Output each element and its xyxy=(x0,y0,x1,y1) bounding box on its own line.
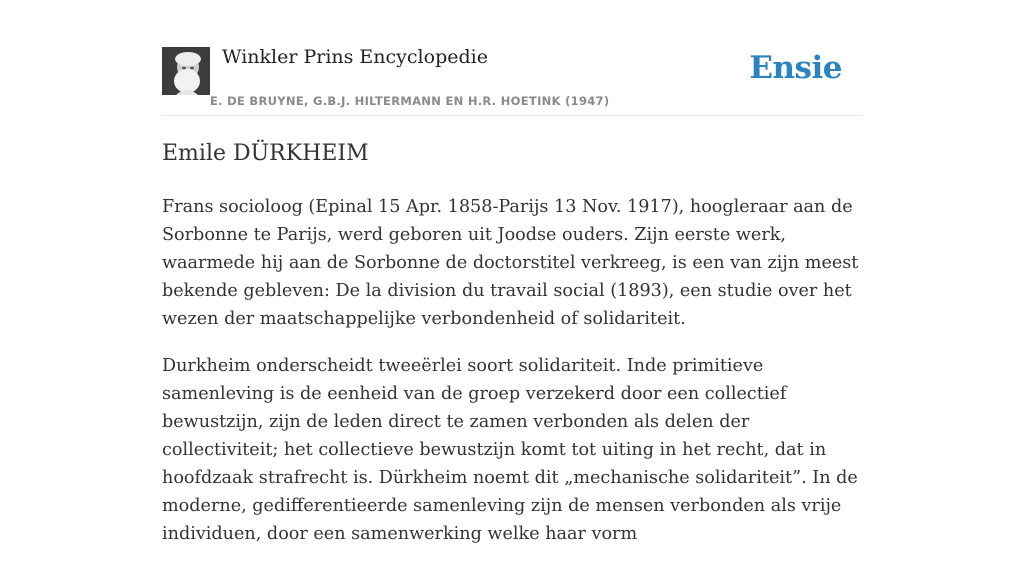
article-body xyxy=(162,193,862,567)
article-paragraph: Frans socioloog (Epinal 15 Apr. 1858-Parijs 13 Nov. 1917), hoogleraar aan de Sorbonne te Parijs, werd geboren uit Joodse ouders. Zijn eerste werk, waarmede hij aan de Sorbonne de doctorstitel verkreeg, is een van zijn meest bekende gebleven: De la division du travail social (1893), een studie over het wezen der maatschappelijke verbondenheid of solidariteit. xyxy=(162,197,859,329)
article-paragraph: Durkheim onderscheidt tweeërlei soort solidariteit. Inde primitieve samenleving is de eenheid van de groep verzekerd door een collectief bewustzijn, zijn de leden direct te zamen verbonden als delen der collectiviteit; het collectieve bewustzijn komt tot uiting in het recht, dat in hoofdzaak strafrecht is. Dürkheim noemt dit „mechanische solidariteit”. In de moderne, gedifferentieerde samenleving zijn de mensen verbonden als vrije individuen, door een samenwerking welke haar vorm xyxy=(162,356,858,544)
ensie-logo[interactable]: Ensie xyxy=(749,50,842,86)
source-authors: E. DE BRUYNE, G.B.J. HILTERMANN EN H.R. HOETINK (1947) xyxy=(210,94,610,108)
site-header xyxy=(162,0,862,116)
page-container xyxy=(162,0,862,544)
article-title: Emile DÜRKHEIM xyxy=(162,141,369,166)
portrait-photo-icon xyxy=(162,47,210,95)
author-avatar[interactable] xyxy=(162,47,210,95)
site-title[interactable]: Winkler Prins Encyclopedie xyxy=(222,46,488,68)
